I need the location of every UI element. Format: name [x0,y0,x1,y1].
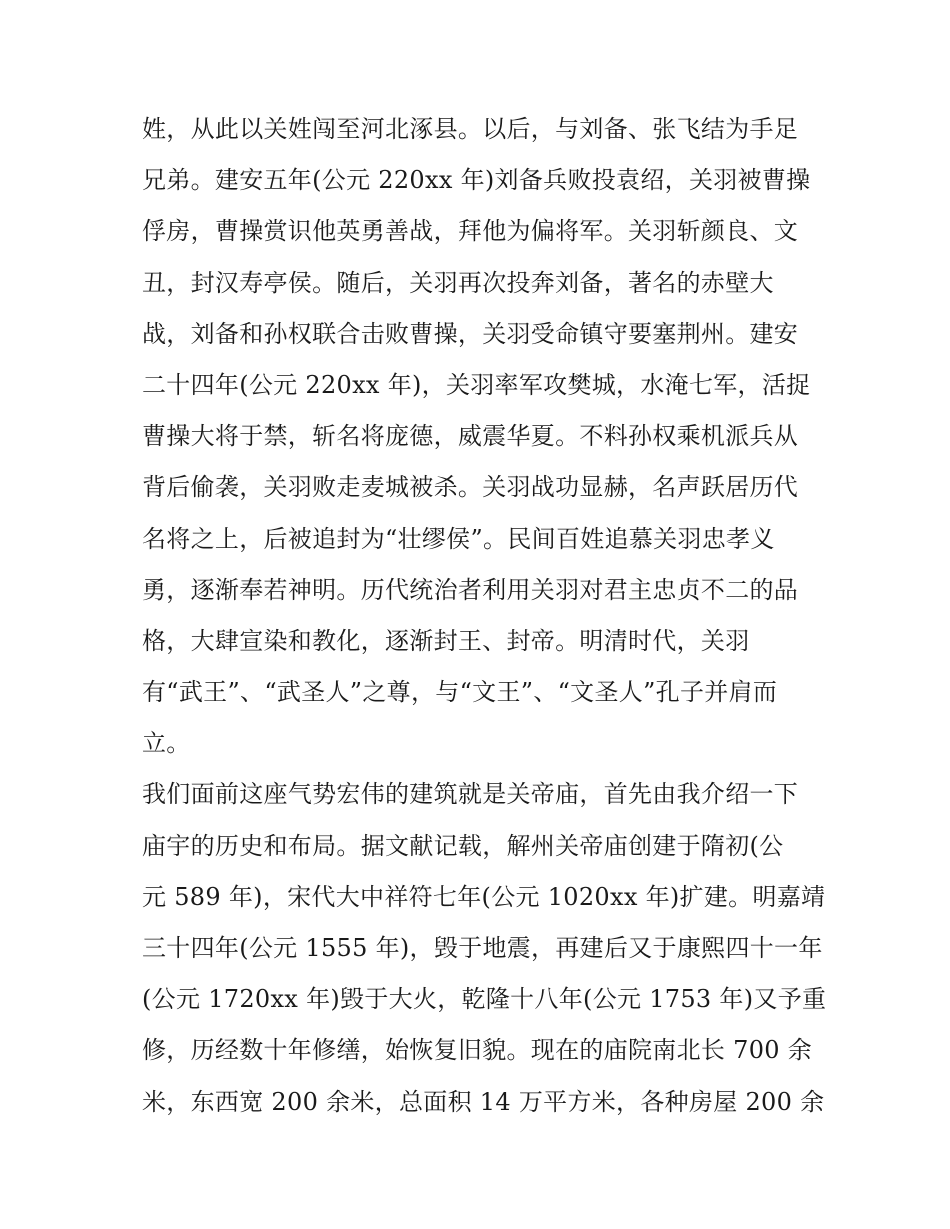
text-line: 背后偷袭，关羽败走麦城被杀。关羽战功显赫，名声跃居历代 [142,473,799,502]
text-line: 丑，封汉寿亭侯。随后，关羽再次投奔刘备，著名的赤壁大 [142,268,774,297]
text-line: 曹操大将于禁，斩名将庞德，威震华夏。不料孙权乘机派兵从 [142,422,799,451]
text-line: 米，东西宽 200 余米，总面积 14 万平方米，各种房屋 200 余 [142,1087,825,1116]
text-line: 庙宇的历史和布局。据文献记载，解州关帝庙创建于隋初(公 [142,831,784,860]
text-line: 我们面前这座气势宏伟的建筑就是关帝庙，首先由我介绍一下 [142,780,799,809]
text-line: 俘房，曹操赏识他英勇善战，拜他为偏将军。关羽斩颜良、文 [142,217,799,246]
text-line: 姓，从此以关姓闯至河北涿县。以后，与刘备、张飞结为手足 [142,115,799,143]
text-line: 名将之上，后被追封为“壮缪侯”。民间百姓追慕关羽忠孝义 [142,524,775,553]
text-line: (公元 1720xx 年)毁于大火，乾隆十八年(公元 1753 年)又予重 [142,985,827,1014]
text-line: 有“武王”、“武圣人”之尊，与“文王”、“文圣人”孔子并肩而 [142,678,778,707]
text-line: 元 589 年)，宋代大中祥符七年(公元 1020xx 年)扩建。明嘉靖 [142,882,826,911]
text-line: 三十四年(公元 1555 年)，毁于地震，再建后又于康熙四十一年 [142,934,823,962]
text-line: 修，历经数十年修缮，始恢复旧貌。现在的庙院南北长 700 余 [142,1036,813,1065]
text-line: 二十四年(公元 220xx 年)，关羽率军攻樊城，水淹七军，活捉 [142,370,811,399]
text-line: 兄弟。建安五年(公元 220xx 年)刘备兵败投袁绍，关羽被曹操 [142,166,811,195]
text-line: 战，刘备和孙权联合击败曹操，关羽受命镇守要塞荆州。建安 [142,319,799,348]
body-text [142,104,827,1128]
text-line: 勇，逐渐奉若神明。历代统治者利用关羽对君主忠贞不二的品 [142,575,799,604]
text-line: 立。 [142,729,191,758]
text-line: 格，大肆宣染和教化，逐渐封王、封帝。明清时代，关羽 [142,626,750,655]
